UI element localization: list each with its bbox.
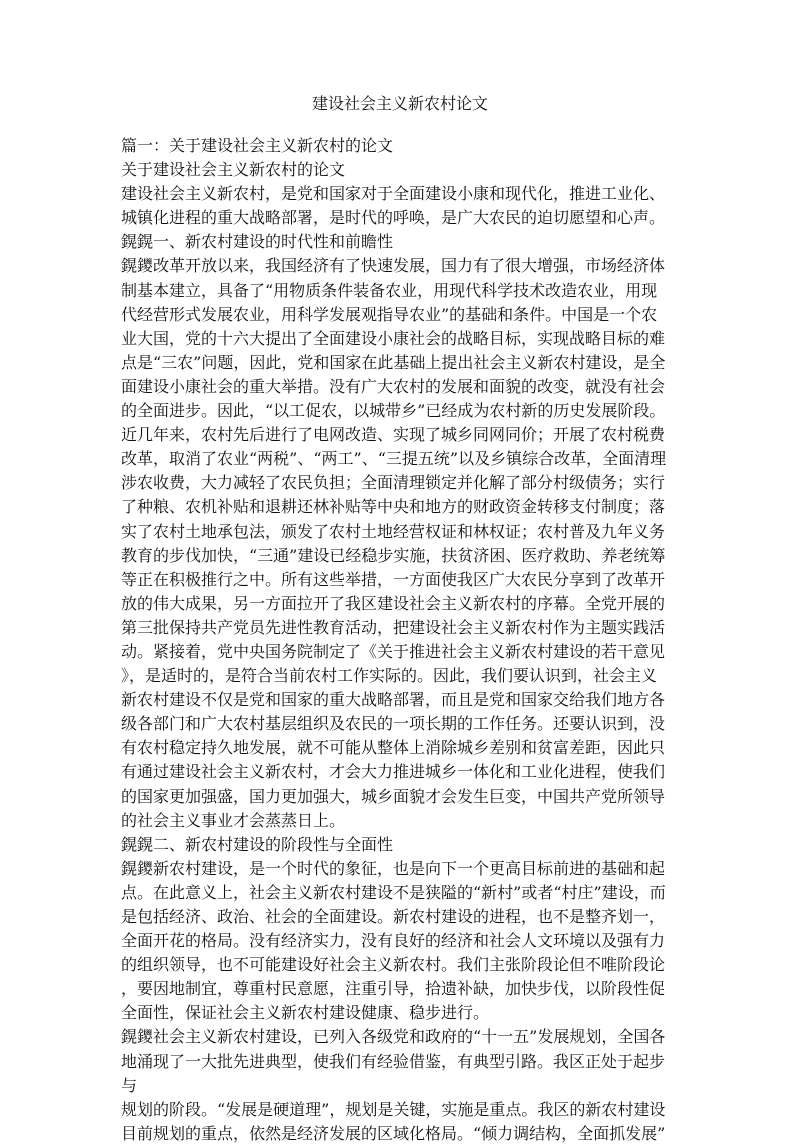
text-line: 的全面进步。因此，“以工促农，以城带乡”已经成为农村新的历史发展阶段。 [121,401,666,421]
text-line: 点。在此意义上，社会主义新农村建设不是狭隘的“新村”或者“村庄”建设，而 [121,882,666,902]
text-line: 鎤鎤二、新农村建设的阶段性与全面性 [121,834,394,854]
text-line: 了种粮、农机补贴和退耕还林补贴等中央和地方的财政资金转移支付制度；落 [121,497,666,517]
text-line: 实了农村土地承包法，颁发了农村土地经营权证和林权证；农村普及九年义务 [121,521,666,541]
text-line: 鎤鎤一、新农村建设的时代性和前瞻性 [121,232,394,252]
text-line: 与 [121,1075,138,1095]
text-line: 鎤鑁社会主义新农村建设，已列入各级党和政府的“十一五”发展规划，全国各 [121,1027,666,1047]
text-line: 有通过建设社会主义新农村，才会大力推进城乡一体化和工业化进程，使我们 [121,762,666,782]
text-line: 地涌现了一大批先进典型，使我们有经验借鉴，有典型引路。我区正处于起步 [121,1051,666,1071]
text-line: 第三批保持共产党员先进性教育活动，把建设社会主义新农村作为主题实践活 [121,617,666,637]
text-line: 鎤鑁改革开放以来，我国经济有了快速发展，国力有了很大增强，市场经济体 [121,256,666,276]
text-line: 全面性，保证社会主义新农村建设健康、稳步进行。 [121,1003,490,1023]
text-line: 制基本建立，具备了“用物质条件装备农业，用现代科学技术改造农业，用现 [121,280,658,300]
text-line: 级各部门和广大农村基层组织及农民的一项长期的工作任务。还要认识到，没 [121,714,666,734]
text-line: 业大国，党的十六大提出了全面建设小康社会的战略目标，实现战略目标的难 [121,328,666,348]
text-line: 改革，取消了农业“两税”、“两工”、“三提五统”以及乡镇综合改革，全面清理 [121,449,667,469]
text-line: 城镇化进程的重大战略部署，是时代的呼唤，是广大农民的迫切愿望和心声。 [121,208,666,228]
text-line: 面建设小康社会的重大举措。没有广大农村的发展和面貌的改变，就没有社会 [121,376,666,396]
text-line: 是包括经济、政治、社会的全面建设。新农村建设的进程，也不是整齐划一， [121,907,666,926]
text-line: 的国家更加强盛，国力更加强大，城乡面貌才会发生巨变，中国共产党所领导 [121,786,666,806]
text-line: 目前规划的重点，依然是经济发展的区域化格局。“倾力调结构，全面抓发展” [121,1123,666,1143]
document-title: 建设社会主义新农村论文 [311,94,488,113]
text-line: 新农村建设不仅是党和国家的重大战略部署，而且是党和国家交给我们地方各 [121,690,666,710]
text-line: 放的伟大成果，另一方面拉开了我区建设社会主义新农村的序幕。全党开展的 [121,593,666,613]
text-line: 鎤鑁新农村建设，是一个时代的象征，也是向下一个更高目标前进的基础和起 [121,858,666,878]
text-line: 篇一：关于建设社会主义新农村的论文 [121,136,394,155]
text-line: 涉农收费，大力减轻了农民负担；全面清理锁定并化解了部分村级债务；实行 [121,473,666,493]
text-line: 建设社会主义新农村，是党和国家对于全面建设小康和现代化，推进工业化、 [121,184,666,204]
text-line: 的社会主义事业才会蒸蒸日上。 [121,810,346,830]
text-line: 近几年来，农村先后进行了电网改造、实现了城乡同网同价；开展了农村税费 [121,425,666,445]
text-line: 教育的步伐加快，“三通”建设已经稳步实施，扶贫济困、医疗救助、养老统筹 [121,545,666,565]
text-line: 等正在积极推行之中。所有这些举措，一方面使我区广大农民分享到了改革开 [121,569,666,589]
text-line: ，要因地制宜，尊重村民意愿，注重引导，拾遗补缺，加快步伐，以阶段性促 [121,979,666,999]
text-line: 点是“三农”问题，因此，党和国家在此基础上提出社会主义新农村建设，是全 [121,352,666,372]
text-line: 的组织领导，也不可能建设好社会主义新农村。我们主张阶段论但不唯阶段论 [121,955,666,975]
text-line: 有农村稳定持久地发展，就不可能从整体上消除城乡差别和贫富差距，因此只 [121,738,666,758]
document-body [121,134,681,1146]
text-line: 关于建设社会主义新农村的论文 [121,160,346,180]
text-line: 代经营形式发展农业，用科学发展观指导农业”的基础和条件。中国是一个农 [121,304,658,324]
text-line: 》，是适时的，是符合当前农村工作实际的。因此，我们要认识到，社会主义 [121,666,658,686]
text-line: 动。紧接着，党中央国务院制定了《关于推进社会主义新农村建设的若干意见 [121,641,666,661]
text-line: 规划的阶段。“发展是硬道理”，规划是关键，实施是重点。我区的新农村建设 [121,1099,666,1119]
text-line: 全面开花的格局。没有经济实力，没有良好的经济和社会人文环境以及强有力 [121,931,666,951]
